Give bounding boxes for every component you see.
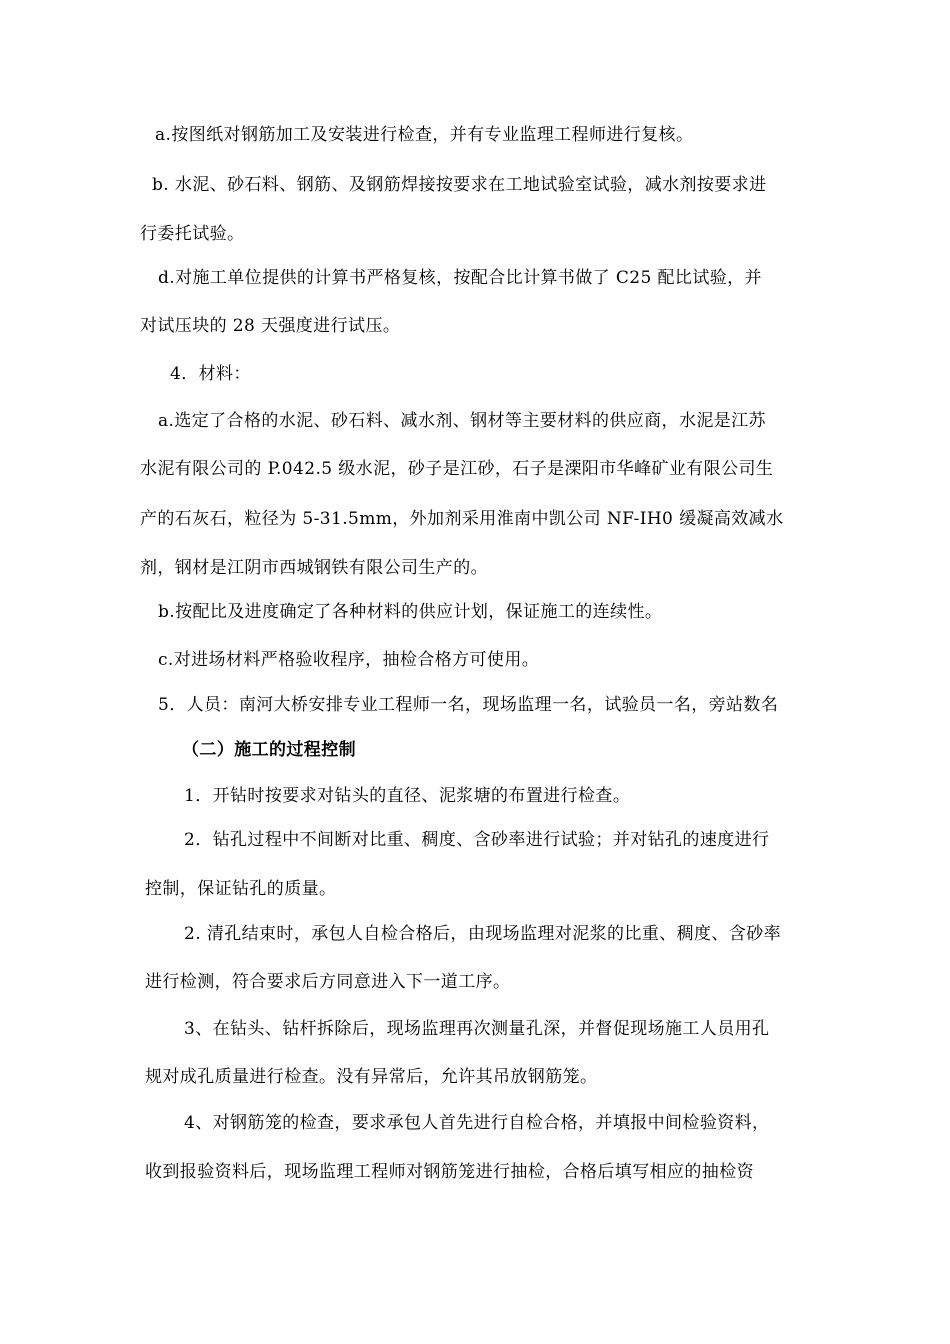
text-line: c.对进场材料严格验收程序，抽检合格方可使用。: [158, 650, 540, 670]
text-line: 2. 清孔结束时，承包人自检合格后，由现场监理对泥浆的比重、稠度、含砂率: [184, 924, 782, 944]
section-heading: （二）施工的过程控制: [182, 740, 356, 760]
text-line: 水泥有限公司的 P.042.5 级水泥，砂子是江砂，石子是溧阳市华峰矿业有限公司生: [140, 459, 774, 479]
text-line: 控制，保证钻孔的质量。: [145, 879, 337, 899]
text-line: 1．开钻时按要求对钻头的直径、泥浆塘的布置进行检查。: [184, 786, 631, 806]
text-line: b.按配比及进度确定了各种材料的供应计划，保证施工的连续性。: [158, 602, 663, 622]
text-line: a.按图纸对钢筋加工及安装进行检查，并有专业监理工程师进行复核。: [155, 125, 694, 145]
text-line: d.对施工单位提供的计算书严格复核，按配合比计算书做了 C25 配比试验，并: [158, 268, 762, 288]
text-line: b. 水泥、砂石料、钢筋、及钢筋焊接按要求在工地试验室试验，减水剂按要求进: [152, 175, 767, 195]
text-line: a.选定了合格的水泥、砂石料、减水剂、钢材等主要材料的供应商，水泥是江苏: [158, 411, 766, 431]
section-heading: 4．材料：: [170, 364, 251, 384]
text-line: 产的石灰石，粒径为 5-31.5mm，外加剂采用淮南中凯公司 NF-IH0 缓凝高效减水: [140, 509, 784, 529]
text-line: 对试压块的 28 天强度进行试压。: [140, 316, 401, 336]
text-line: 4、对钢筋笼的检查，要求承包人首先进行自检合格，并填报中间检验资料，: [184, 1113, 770, 1133]
text-line: 进行检测，符合要求后方同意进入下一道工序。: [145, 972, 511, 992]
text-line: 5．人员：南河大桥安排专业工程师一名，现场监理一名，试验员一名，旁站数名: [158, 695, 779, 715]
text-line: 规对成孔质量进行检查。没有异常后，允许其吊放钢筋笼。: [145, 1067, 598, 1087]
text-line: 3、在钻头、钻杆拆除后，现场监理再次测量孔深，并督促现场施工人员用孔: [184, 1019, 770, 1039]
text-line: 收到报验资料后，现场监理工程师对钢筋笼进行抽检，合格后填写相应的抽检资: [145, 1162, 754, 1182]
text-line: 2．钻孔过程中不间断对比重、稠度、含砂率进行试验；并对钻孔的速度进行: [184, 830, 770, 850]
text-line: 剂，钢材是江阴市西城钢铁有限公司生产的。: [140, 558, 488, 578]
text-line: 行委托试验。: [140, 224, 245, 244]
